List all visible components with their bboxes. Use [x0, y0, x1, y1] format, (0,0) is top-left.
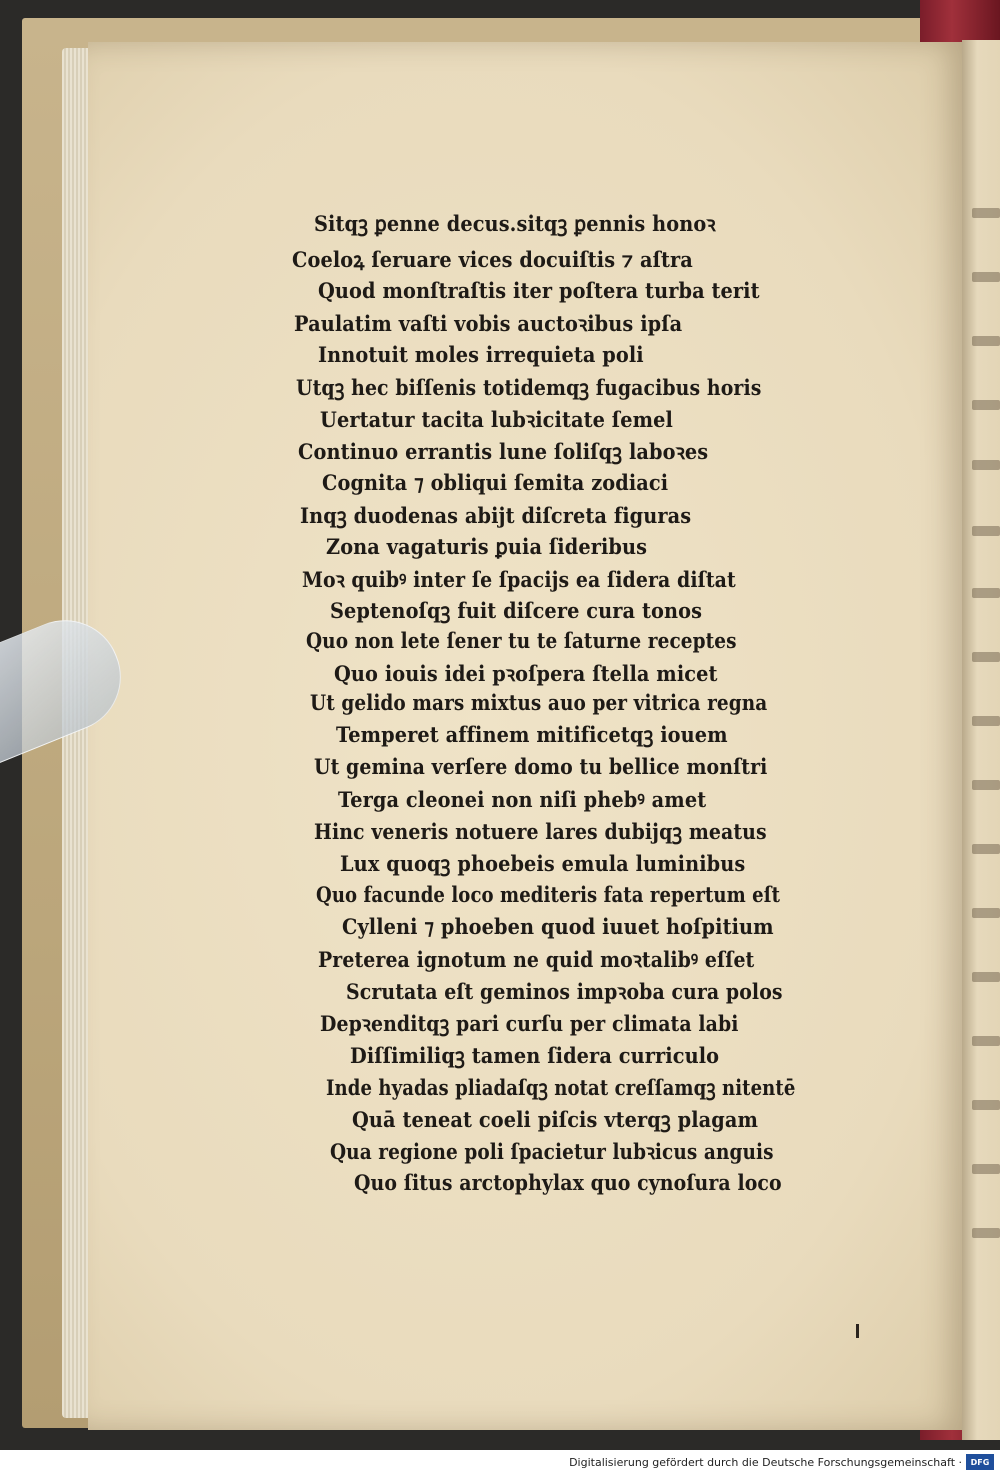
verse-line: Scrutata eſt geminos impꝛoba cura polos [346, 979, 783, 1004]
verse-line: Hinc veneris notuere lares dubijqꝫ meatus [314, 819, 767, 844]
verse-line: Qua regione poli ſpacietur lubꝛicus anguis [330, 1139, 774, 1164]
verse-line: Utqꝫ hec biſſenis totidemqꝫ fugacibus horis [296, 375, 762, 400]
verse-line: Lux quoqꝫ phoebeis emula luminibus [340, 851, 746, 876]
verse-line: Sitqꝫ ꝑenne decus.sitqꝫ ꝑennis honoꝛ [314, 211, 716, 236]
verse-line: Ut gemina verſere domo tu bellice monſtri [314, 754, 768, 779]
verse-line: Continuo errantis lune ſoliſqꝫ laboꝛes [298, 439, 709, 464]
dfg-logo: DFG [966, 1454, 994, 1470]
verse-line: Inde hyadas pliadaſqꝫ notat creſſamqꝫ nitentē [326, 1075, 796, 1100]
verse-line: Coeloꝝ ſeruare vices docuiſtis ⁊ aſtra [292, 247, 693, 272]
verse-line: Cylleni ⁊ phoeben quod iuuet hoſpitium [342, 914, 774, 939]
verse-line: Quo facunde loco mediteris fata repertum eſt [316, 882, 781, 907]
verse-line: Terga cleonei non niſi phebꝰ amet [338, 787, 707, 812]
verse-line: Innotuit moles irrequieta poli [318, 342, 644, 367]
footer-bar [0, 1450, 1000, 1477]
verse-line: Ut gelido mars mixtus auo per vitrica regna [310, 690, 768, 715]
verse-line: Inqꝫ duodenas abijt diſcreta figuras [300, 503, 692, 528]
verse-line: Quā teneat coeli piſcis vterqꝫ plagam [352, 1107, 759, 1132]
verse-line: Cognita ⁊ obliqui ſemita zodiaci [322, 470, 669, 495]
verse-line: Temperet affinem mitificetqꝫ iouem [336, 722, 728, 747]
verse-line: Septenoſqꝫ fuit diſcere cura tonos [330, 598, 703, 623]
verse-line: Quo non lete ſener tu te ſaturne receptes [306, 628, 737, 653]
ink-mark [856, 1324, 859, 1338]
verse-line: Paulatim vaſti vobis auctoꝛibus ipſa [294, 311, 683, 336]
verse-line: Depꝛenditqꝫ pari curſu per climata labi [320, 1011, 739, 1036]
verse-line: Quo iouis idei pꝛoſpera ſtella micet [334, 661, 718, 686]
verse-line: Quo ſitus arctophylax quo cynoſura loco [354, 1170, 782, 1195]
verse-line: Diſſimiliqꝫ tamen ſidera curriculo [350, 1043, 720, 1068]
verse-line: Quod monſtraſtis iter poſtera turba terit [318, 278, 760, 303]
verse-line: Zona vagaturis ꝑuia ſideribus [326, 534, 648, 559]
funding-credit: Digitalisierung gefördert durch die Deutsche Forschungsgemeinschaft · [569, 1456, 962, 1469]
verse-line: Uertatur tacita lubꝛicitate ſemel [320, 407, 673, 432]
verse-line: Preterea ignotum ne quid moꝛtalibꝰ eſſet [318, 947, 755, 972]
verse-line: Moꝛ quibꝰ inter ſe ſpacijs ea ſidera diſtat [302, 567, 736, 592]
